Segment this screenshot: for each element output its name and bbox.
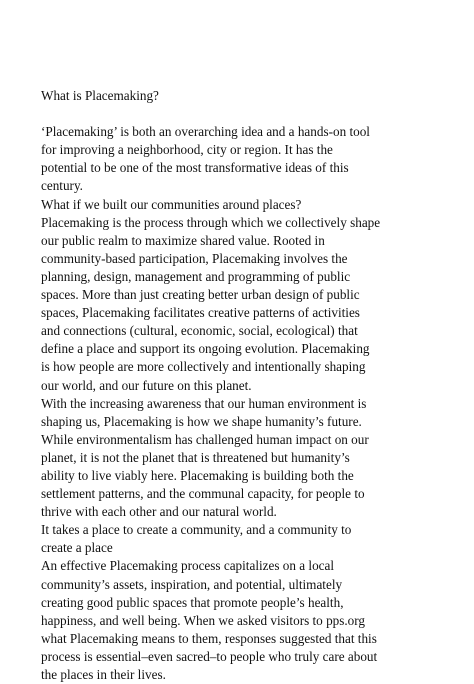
paragraph	[41, 395, 441, 522]
document-title: What is Placemaking?	[41, 88, 159, 103]
document-body	[41, 87, 441, 684]
text-line: for improving a neighborhood, city or region. It has the	[41, 142, 333, 158]
text-line: create a place	[41, 540, 113, 556]
text-line: thrive with each other and our natural world.	[41, 504, 277, 520]
text-line: ability to live viably here. Placemaking is building both the	[41, 467, 354, 483]
text-line: potential to be one of the most transformative ideas of this	[41, 160, 349, 176]
paragraph	[41, 557, 441, 684]
text-line: ‘Placemaking’ is both an overarching idea and a hands-on tool	[41, 124, 370, 140]
text-line: shaping us, Placemaking is how we shape humanity’s future.	[41, 413, 362, 429]
text-line: What if we built our communities around places?	[41, 196, 302, 212]
text-line: what Placemaking means to them, responses suggested that this	[41, 630, 377, 646]
text-line: century.	[41, 178, 83, 194]
text-line: planning, design, management and programming of public	[41, 268, 351, 284]
text-line: and connections (cultural, economic, social, ecological) that	[41, 323, 358, 339]
text-line: While environmentalism has challenged human impact on our	[41, 431, 369, 447]
paragraph	[41, 521, 441, 557]
text-line: With the increasing awareness that our human environment is	[41, 395, 367, 411]
text-line: planet, it is not the planet that is threatened but humanity’s	[41, 449, 350, 465]
paragraphs-container	[41, 123, 441, 684]
paragraph	[41, 123, 441, 195]
text-line: community’s assets, inspiration, and potential, ultimately	[41, 576, 343, 592]
text-line: creating good public spaces that promote people’s health,	[41, 594, 344, 610]
text-line: Placemaking is the process through which we collectively shape	[41, 214, 381, 230]
text-line: define a place and support its ongoing evolution. Placemaking	[41, 341, 370, 357]
text-line: the places in their lives.	[41, 667, 166, 682]
text-line: An effective Placemaking process capitalizes on a local	[41, 558, 335, 574]
text-line: spaces. More than just creating better urban design of public	[41, 287, 360, 303]
text-line: our public realm to maximize shared value. Rooted in	[41, 232, 325, 248]
text-line: happiness, and well being. When we asked visitors to pps.org	[41, 612, 366, 628]
text-line: settlement patterns, and the communal capacity, for people to	[41, 486, 365, 502]
text-line: our world, and our future on this planet.	[41, 377, 252, 393]
paragraph	[41, 214, 441, 395]
text-line: It takes a place to create a community, and a community to	[41, 522, 352, 538]
text-line: is how people are more collectively and intentionally shaping	[41, 359, 366, 375]
text-line: process is essential–even sacred–to people who truly care about	[41, 648, 378, 664]
paragraph	[41, 196, 441, 214]
text-line: spaces, Placemaking facilitates creative patterns of activities	[41, 305, 360, 321]
text-line: community-based participation, Placemaking involves the	[41, 250, 348, 266]
